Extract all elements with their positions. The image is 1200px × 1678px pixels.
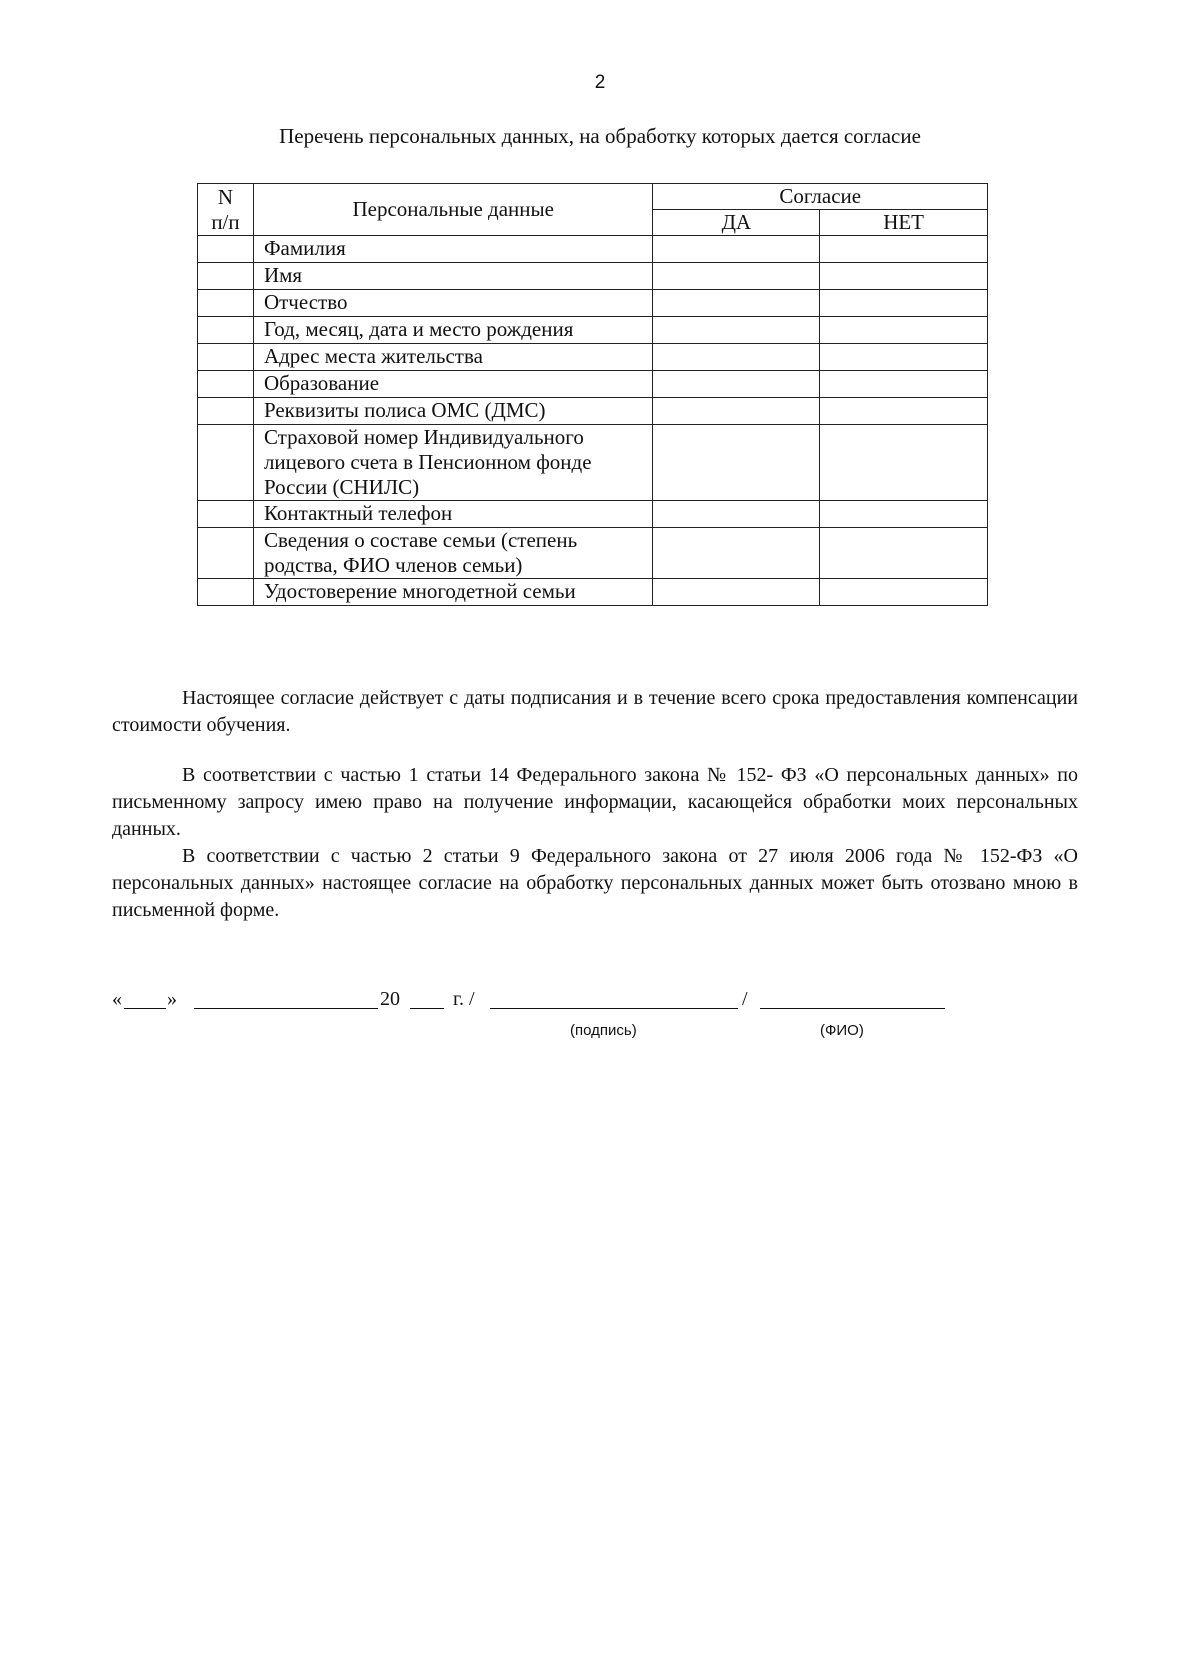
table-row [198, 398, 988, 425]
consent-yes-cell[interactable] [653, 528, 820, 579]
table-row [198, 371, 988, 398]
name-caption: (ФИО) [820, 1022, 864, 1039]
table-row [198, 263, 988, 290]
personal-data-item [253, 501, 653, 528]
header-number-line2: п/п [211, 209, 240, 234]
year-suffix: г. / [453, 988, 475, 1010]
table-row [198, 501, 988, 528]
row-number-cell [198, 344, 254, 371]
personal-data-item [253, 425, 653, 501]
row-number-cell [198, 425, 254, 501]
paragraph-right-to-info: В соответствии с частью 1 статьи 14 Федерального закона № 152- ФЗ «О персональных данных» по письменному запросу имею право на получение информации, касающейся обработки моих персональных данных. [112, 764, 1078, 840]
signature-blank[interactable] [490, 988, 738, 1009]
consent-text [112, 685, 1078, 924]
personal-data-item [253, 344, 653, 371]
row-number-cell [198, 290, 254, 317]
consent-yes-cell[interactable] [653, 371, 820, 398]
personal-data-line: Сведения о составе семьи (степень [263, 528, 578, 552]
signature-separator: / [742, 988, 748, 1010]
consent-no-cell[interactable] [820, 263, 988, 290]
personal-data-line: России (СНИЛС) [263, 475, 420, 499]
paragraph-validity: Настоящее согласие действует с даты подписания и в течение всего срока предоставления компенсации стоимости обучения. [112, 687, 1078, 736]
consent-no-cell[interactable] [820, 398, 988, 425]
header-number [198, 184, 254, 236]
consent-yes-cell[interactable] [653, 501, 820, 528]
table-body [198, 236, 988, 606]
signature-caption: (подпись) [570, 1022, 637, 1039]
header-consent: Согласие [653, 184, 988, 210]
row-number-cell [198, 371, 254, 398]
table-title: Перечень персональных данных, на обработку которых дается согласие [279, 124, 921, 148]
consent-yes-cell[interactable] [653, 290, 820, 317]
table-row [198, 317, 988, 344]
personal-data-line: Реквизиты полиса ОМС (ДМС) [263, 398, 546, 422]
table-row [198, 425, 988, 501]
row-number-cell [198, 236, 254, 263]
personal-data-line: Имя [263, 263, 303, 287]
personal-data-line: лицевого счета в Пенсионном фонде [263, 450, 592, 474]
consent-no-cell[interactable] [820, 528, 988, 579]
consent-no-cell[interactable] [820, 371, 988, 398]
consent-no-cell[interactable] [820, 579, 988, 606]
personal-data-line: Страховой номер Индивидуального [263, 425, 584, 449]
close-quote: » [167, 988, 177, 1010]
personal-data-line: Год, месяц, дата и место рождения [263, 317, 574, 341]
personal-data-line: Отчество [263, 290, 348, 314]
table-row [198, 528, 988, 579]
consent-no-cell[interactable] [820, 501, 988, 528]
day-blank[interactable] [124, 988, 166, 1009]
consent-no-cell[interactable] [820, 317, 988, 344]
consent-yes-cell[interactable] [653, 344, 820, 371]
consent-yes-cell[interactable] [653, 236, 820, 263]
header-no: НЕТ [820, 210, 988, 236]
full-name-blank[interactable] [760, 988, 945, 1009]
personal-data-item [253, 236, 653, 263]
page-number: 2 [594, 72, 606, 93]
table-row [198, 579, 988, 606]
consent-yes-cell[interactable] [653, 263, 820, 290]
personal-data-item [253, 371, 653, 398]
consent-no-cell[interactable] [820, 425, 988, 501]
personal-data-item [253, 290, 653, 317]
table-row [198, 344, 988, 371]
personal-data-line: Образование [263, 371, 380, 395]
personal-data-item [253, 263, 653, 290]
consent-yes-cell[interactable] [653, 425, 820, 501]
personal-data-line: Удостоверение многодетной семьи [263, 579, 576, 603]
personal-data-line: Фамилия [263, 236, 346, 260]
row-number-cell [198, 579, 254, 606]
table-row [198, 236, 988, 263]
personal-data-item [253, 579, 653, 606]
row-number-cell [198, 398, 254, 425]
consent-yes-cell[interactable] [653, 579, 820, 606]
header-yes: ДА [653, 210, 820, 236]
personal-data-line: родства, ФИО членов семьи) [263, 553, 523, 577]
row-number-cell [198, 501, 254, 528]
open-quote: « [112, 988, 122, 1010]
row-number-cell [198, 528, 254, 579]
header-number-line1: N [217, 184, 234, 209]
personal-data-line: Контактный телефон [263, 501, 453, 525]
personal-data-item [253, 317, 653, 344]
row-number-cell [198, 317, 254, 344]
consent-no-cell[interactable] [820, 236, 988, 263]
year-prefix: 20 [380, 988, 400, 1010]
table-row [198, 290, 988, 317]
paragraph-revocation: В соответствии с частью 2 статьи 9 Федерального закона от 27 июля 2006 года № 152-ФЗ «О персональных данных» настоящее согласие на обработку персональных данных может быть отозвано мною в письменной форме. [112, 845, 1078, 921]
personal-data-table [197, 183, 988, 606]
month-blank[interactable] [194, 988, 378, 1009]
consent-no-cell[interactable] [820, 344, 988, 371]
year-blank[interactable] [410, 988, 444, 1009]
header-personal-data: Персональные данные [253, 184, 653, 236]
consent-no-cell[interactable] [820, 290, 988, 317]
personal-data-line: Адрес места жительства [263, 344, 483, 368]
personal-data-item [253, 528, 653, 579]
personal-data-item [253, 398, 653, 425]
consent-yes-cell[interactable] [653, 398, 820, 425]
row-number-cell [198, 263, 254, 290]
consent-yes-cell[interactable] [653, 317, 820, 344]
